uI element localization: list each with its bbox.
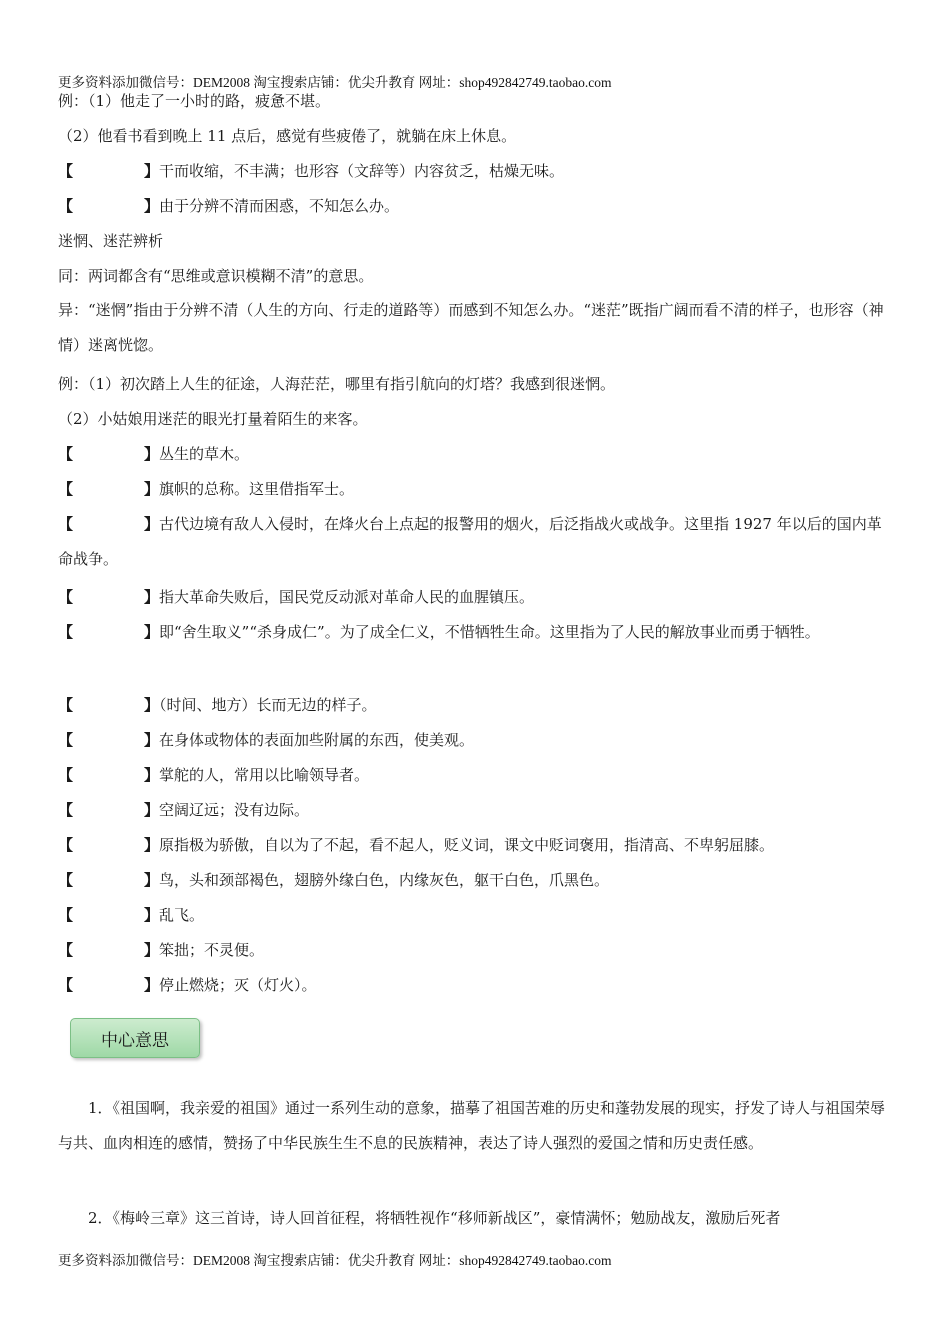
page-footer: 更多资料添加微信号：DEM2008 淘宝搜索店铺：优尖升教育 网址：shop492842749.taobao.com — [58, 1253, 612, 1268]
definition-text: 指大革命失败后，国民党反动派对革命人民的血腥镇压。 — [159, 588, 535, 606]
definition-text: 古代边境有敌人入侵时，在烽火台上点起的报警用的烟火，后泛指战火或战争。这里指 1927 年以后的国内革命战争。 — [58, 515, 882, 568]
vocab-blank-row — [58, 479, 354, 499]
open-bracket: 【 — [58, 696, 74, 714]
vocab-blank-row — [58, 695, 377, 715]
close-bracket: 】 — [144, 623, 160, 641]
comparison-heading: 迷惘、迷茫辨析 — [58, 232, 164, 250]
vocab-blank-row — [58, 800, 309, 820]
close-bracket: 】 — [144, 941, 160, 959]
definition-text: 掌舵的人，常用以比喻领导者。 — [159, 766, 370, 784]
vocab-blank-row — [58, 940, 264, 960]
close-bracket: 】 — [144, 731, 160, 749]
definition-text: 丛生的草木。 — [159, 445, 250, 463]
open-bracket: 【 — [58, 906, 74, 924]
example-line-3: 例：（1）初次踏上人生的征途，人海茫茫，哪里有指引航向的灯塔？我感到很迷惘。 — [58, 375, 616, 393]
vocab-blank-row — [58, 730, 474, 750]
open-bracket: 【 — [58, 623, 74, 641]
close-bracket: 】 — [144, 445, 160, 463]
open-bracket: 【 — [58, 871, 74, 889]
vocab-blank-row — [58, 870, 609, 890]
definition-text: 笨拙；不灵便。 — [159, 941, 265, 959]
vocab-blank-row — [58, 444, 249, 464]
definition-text: 即“舍生取义”“杀身成仁”。为了成全仁义，不惜牺牲生命。这里指为了人民的解放事业而勇于牺牲。 — [159, 623, 820, 641]
vocab-blank-row — [58, 615, 894, 650]
open-bracket: 【 — [58, 480, 74, 498]
close-bracket: 】 — [144, 696, 160, 714]
open-bracket: 【 — [58, 197, 74, 215]
close-bracket: 】 — [144, 588, 160, 606]
vocab-blank-row — [58, 161, 564, 181]
close-bracket: 】 — [144, 197, 160, 215]
summary-paragraph-1: 1．《祖国啊，我亲爱的祖国》通过一系列生动的意象，描摹了祖国苦难的历史和蓬勃发展的现实，抒发了诗人与祖国荣辱与共、血肉相连的感情，赞扬了中华民族生生不息的民族精神，表达了诗人强烈的爱国之情和历史责任感。 — [58, 1099, 886, 1152]
example-line-1: 例：（1）他走了一小时的路，疲惫不堪。 — [58, 92, 331, 110]
similarity-line: 同：两词都含有“思维或意识模糊不清”的意思。 — [58, 267, 374, 285]
summary-paragraph-2: 2．《梅岭三章》这三首诗，诗人回首征程，将牺牲视作“移师新战区”，豪情满怀；勉励战友，激励后死者 — [88, 1209, 781, 1227]
vocab-blank-row — [58, 905, 204, 925]
vocab-blank-row — [58, 196, 399, 216]
close-bracket: 】 — [144, 871, 160, 889]
page-header: 更多资料添加微信号：DEM2008 淘宝搜索店铺：优尖升教育 网址：shop492842749.taobao.com — [58, 75, 612, 90]
example-line-2: （2）他看书看到晚上 11 点后，感觉有些疲倦了，就躺在床上休息。 — [58, 127, 517, 145]
example-line-4: （2）小姑娘用迷茫的眼光打量着陌生的来客。 — [58, 410, 368, 428]
vocab-blank-row — [58, 765, 369, 785]
open-bracket: 【 — [58, 766, 74, 784]
vocab-blank-row — [58, 587, 534, 607]
close-bracket: 】 — [144, 766, 160, 784]
definition-text: 由于分辨不清而困惑，不知怎么办。 — [159, 197, 400, 215]
open-bracket: 【 — [58, 801, 74, 819]
open-bracket: 【 — [58, 941, 74, 959]
definition-text: 原指极为骄傲，自以为了不起，看不起人，贬义词，课文中贬词褒用，指清高、不卑躬屈膝。 — [159, 836, 775, 854]
open-bracket: 【 — [58, 588, 74, 606]
open-bracket: 【 — [58, 836, 74, 854]
close-bracket: 】 — [144, 976, 160, 994]
open-bracket: 【 — [58, 515, 74, 533]
close-bracket: 】 — [144, 836, 160, 854]
definition-text: 停止燃烧；灭（灯火）。 — [159, 976, 317, 994]
close-bracket: 】 — [144, 162, 160, 180]
open-bracket: 【 — [58, 731, 74, 749]
close-bracket: 】 — [144, 515, 160, 533]
close-bracket: 】 — [144, 906, 160, 924]
definition-text: 空阔辽远；没有边际。 — [159, 801, 310, 819]
section-title-badge: 中心意思 — [70, 1018, 200, 1058]
open-bracket: 【 — [58, 976, 74, 994]
vocab-blank-row — [58, 835, 774, 855]
close-bracket: 】 — [144, 801, 160, 819]
definition-text: 干而收缩，不丰满；也形容（文辞等）内容贫乏，枯燥无味。 — [159, 162, 565, 180]
definition-text: （时间、地方）长而无边的样子。 — [159, 696, 377, 714]
difference-paragraph: 异：“迷惘”指由于分辨不清（人生的方向、行走的道路等）而感到不知怎么办。“迷茫”既指广阔而看不清的样子，也形容（神情）迷离恍惚。 — [58, 301, 884, 354]
open-bracket: 【 — [58, 445, 74, 463]
definition-text: 乱飞。 — [159, 906, 205, 924]
vocab-blank-row — [58, 507, 894, 577]
vocab-blank-row — [58, 975, 317, 995]
open-bracket: 【 — [58, 162, 74, 180]
definition-text: 旗帜的总称。这里借指军士。 — [159, 480, 355, 498]
definition-text: 在身体或物体的表面加些附属的东西，使美观。 — [159, 731, 475, 749]
definition-text: 鸟，头和颈部褐色，翅膀外缘白色，内缘灰色，躯干白色，爪黑色。 — [159, 871, 610, 889]
close-bracket: 】 — [144, 480, 160, 498]
